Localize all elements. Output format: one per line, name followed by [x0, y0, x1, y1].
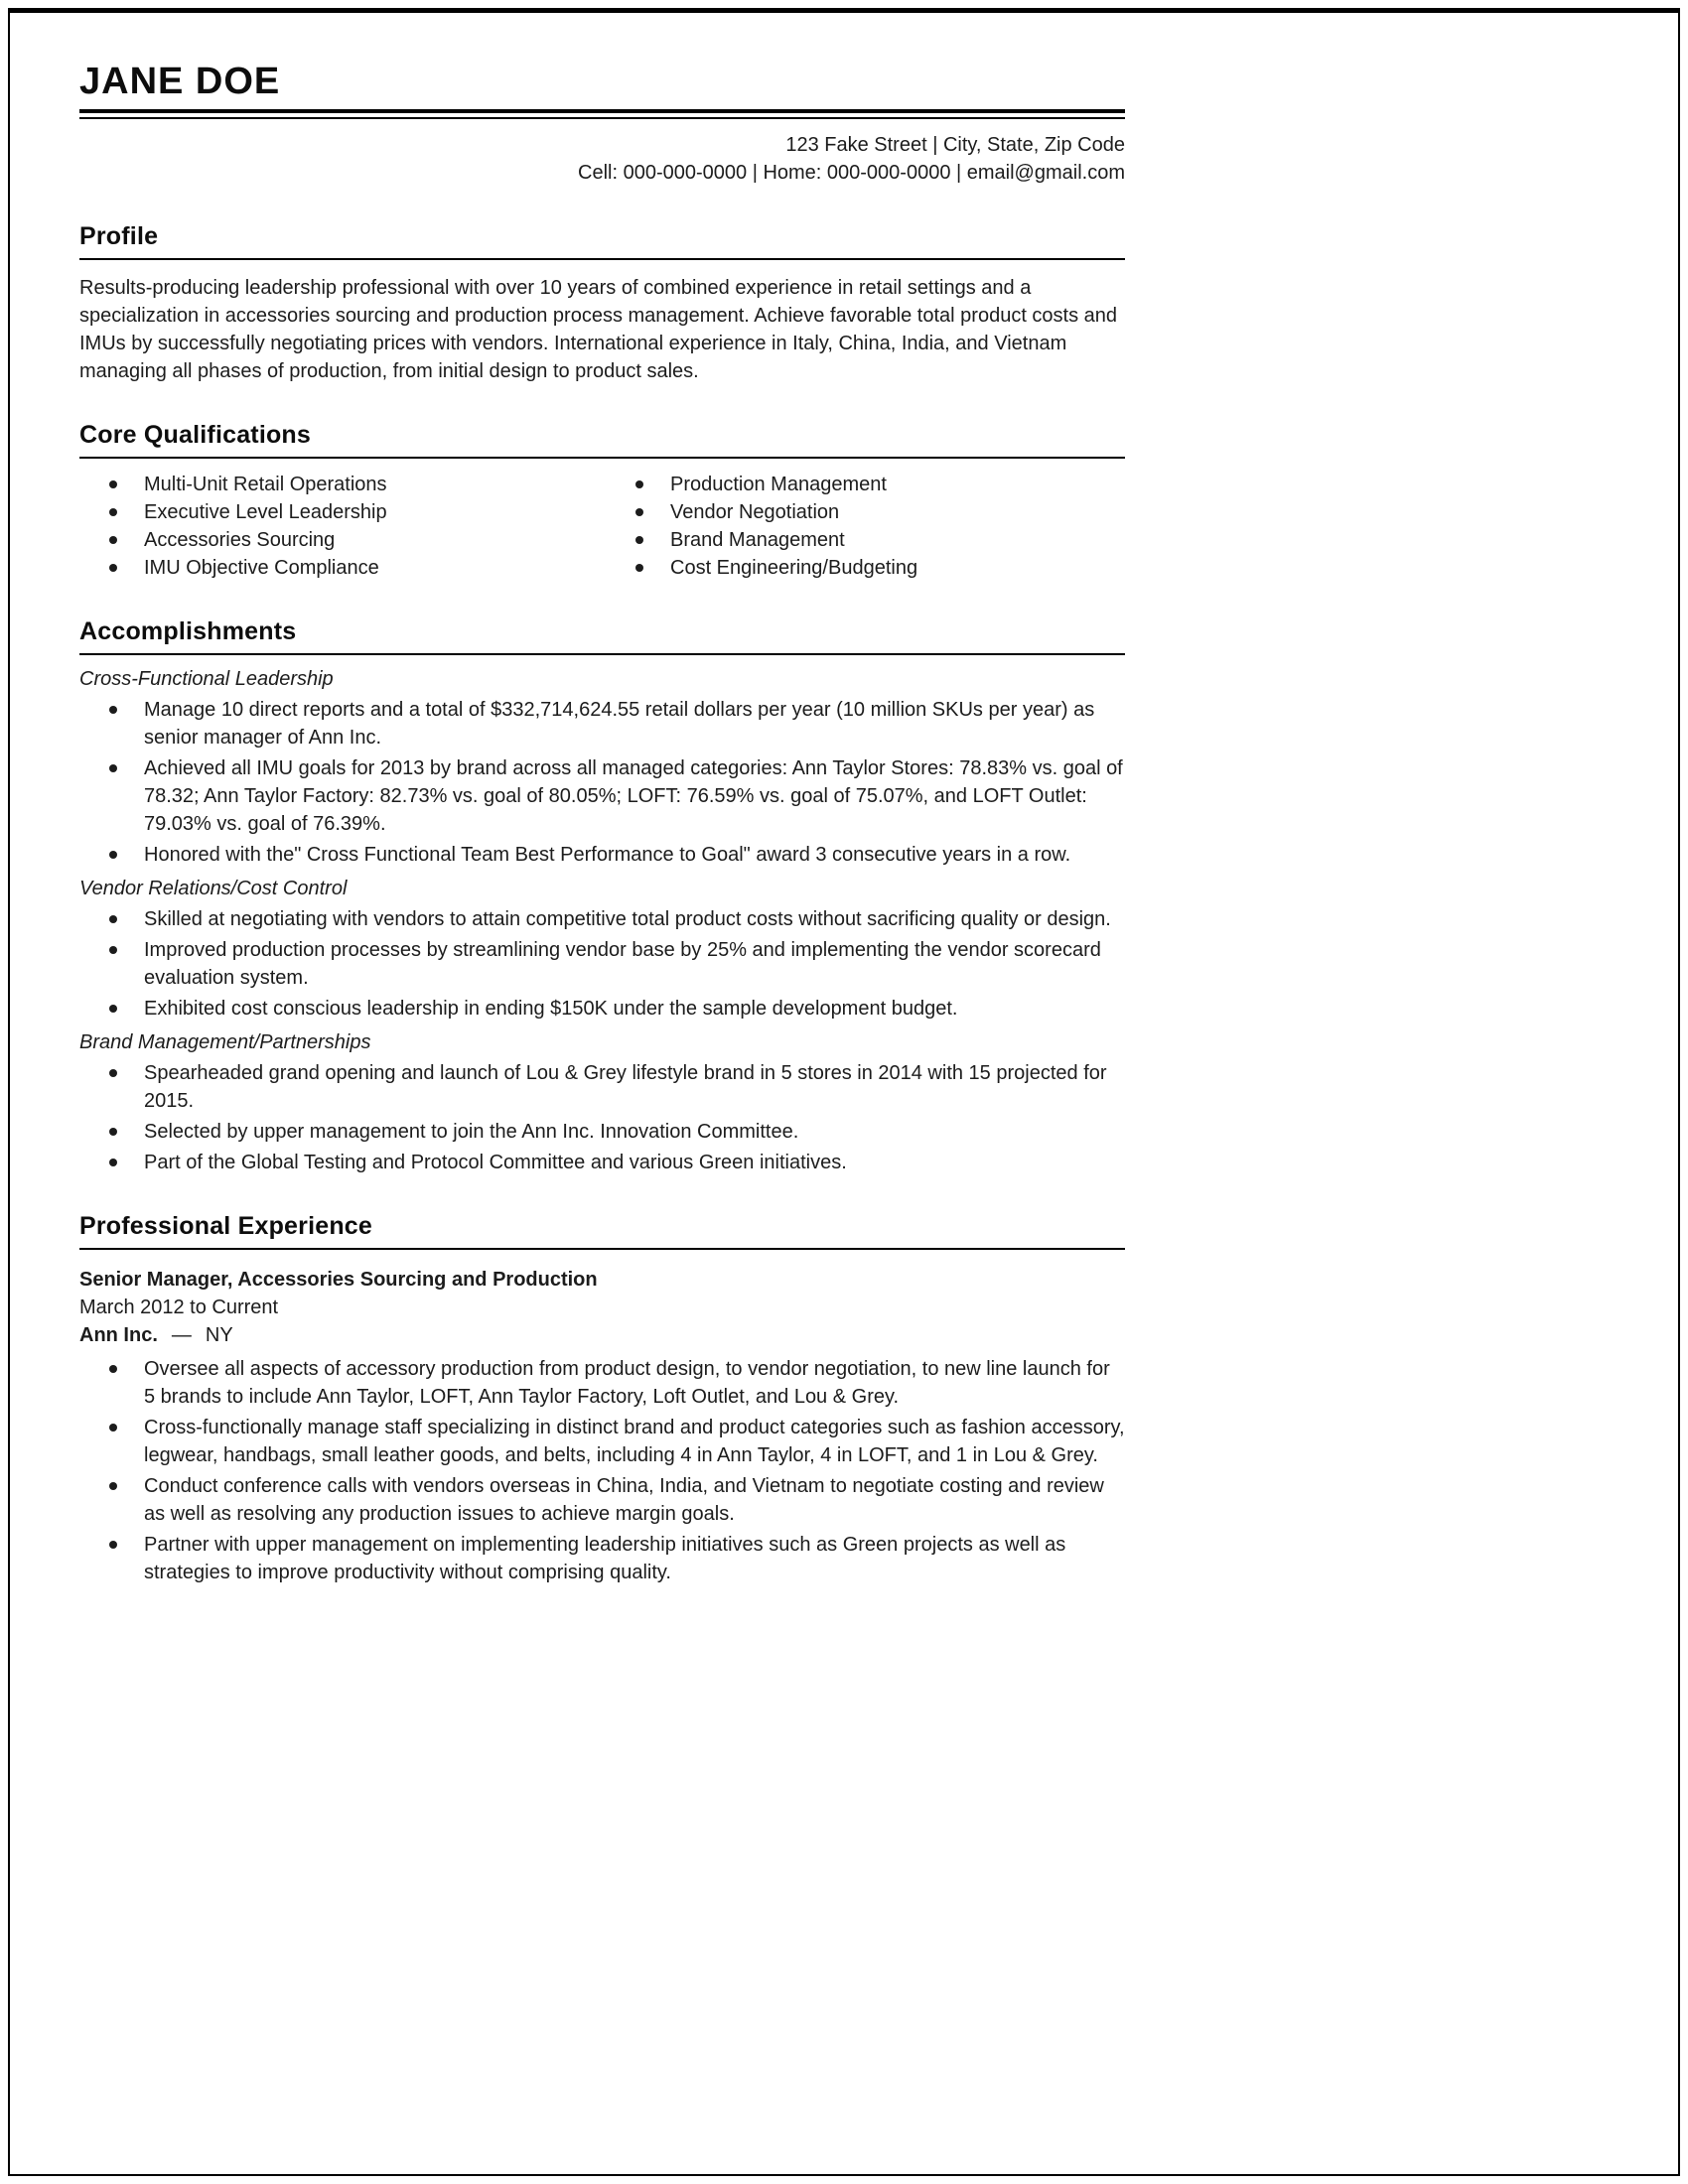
bullet-icon — [109, 564, 117, 572]
qualification-item — [606, 554, 1125, 582]
accomplishment-group — [79, 875, 1125, 1023]
accomplishment-text: Improved production processes by streamlining vendor base by 25% and implementing the vendor scorecard evaluation system. — [144, 939, 1101, 989]
accomplishment-subtitle: Brand Management/Partnerships — [79, 1031, 371, 1053]
section-title-accomplishments: Accomplishments — [79, 617, 1125, 655]
name-divider — [79, 109, 1125, 119]
accomplishment-subtitle: Cross-Functional Leadership — [79, 668, 334, 690]
bullet-icon — [635, 508, 643, 516]
qualification-item — [79, 554, 606, 582]
section-title-profile: Profile — [79, 222, 1125, 260]
experience-item — [79, 1531, 1125, 1586]
company-line — [79, 1321, 1125, 1349]
contact-block — [79, 131, 1125, 187]
bullet-icon — [109, 1541, 117, 1549]
bullet-icon — [635, 480, 643, 488]
accomplishment-text: Manage 10 direct reports and a total of $332,714,624.55 retail dollars per year (10 million SKUs per year) as senior manager of Ann Inc. — [144, 699, 1095, 749]
qualification-item — [79, 498, 606, 526]
qualification-label: Production Management — [670, 474, 887, 495]
section-title-professional-experience: Professional Experience — [79, 1212, 1125, 1250]
bullet-icon — [635, 564, 643, 572]
accomplishment-subtitle: Vendor Relations/Cost Control — [79, 878, 348, 899]
bullet-icon — [109, 1005, 117, 1013]
qualification-item — [79, 471, 606, 498]
resume-content — [79, 60, 1125, 1586]
experience-item — [79, 1355, 1125, 1411]
page-title: JANE DOE — [79, 61, 281, 102]
bullet-icon — [109, 480, 117, 488]
accomplishment-item — [79, 905, 1125, 933]
accomplishment-group — [79, 1028, 1125, 1176]
experience-item — [79, 1414, 1125, 1469]
qualification-item — [606, 471, 1125, 498]
accomplishment-item — [79, 936, 1125, 992]
profile-text: Results-producing leadership professional with over 10 years of combined experience in retail settings and a specialization in accessories sourcing and production process management. Achieve favorable total product costs and IMUs by successfully negotiating prices with vendors. International experience in Italy, China, India, and Vietnam managing all phases of production, from initial design to product sales. — [79, 277, 1118, 382]
company-name: Ann Inc. — [79, 1324, 158, 1346]
accomplishment-item — [79, 995, 1125, 1023]
qualification-label: Accessories Sourcing — [144, 529, 336, 551]
qualifications-column-1 — [79, 471, 606, 582]
bullet-icon — [109, 508, 117, 516]
accomplishment-item — [79, 696, 1125, 751]
section-title-core-qualifications: Core Qualifications — [79, 421, 1125, 459]
job-title: Senior Manager, Accessories Sourcing and Production — [79, 1269, 598, 1291]
qualification-label: IMU Objective Compliance — [144, 557, 379, 579]
experience-list — [79, 1355, 1125, 1586]
accomplishment-text: Skilled at negotiating with vendors to attain competitive total product costs without sacrificing quality or design. — [144, 908, 1111, 930]
bullet-icon — [109, 1365, 117, 1373]
bullet-icon — [109, 1424, 117, 1432]
experience-item — [79, 1472, 1125, 1528]
bullet-icon — [109, 764, 117, 772]
bullet-icon — [109, 536, 117, 544]
bullet-icon — [109, 1482, 117, 1490]
qualification-label: Multi-Unit Retail Operations — [144, 474, 387, 495]
accomplishment-text: Spearheaded grand opening and launch of Lou & Grey lifestyle brand in 5 stores in 2014 with 15 projected for 2015. — [144, 1062, 1107, 1112]
accomplishment-text: Selected by upper management to join the Ann Inc. Innovation Committee. — [144, 1121, 799, 1143]
bullet-icon — [109, 1159, 117, 1166]
company-location: NY — [205, 1324, 233, 1346]
experience-text: Cross-functionally manage staff specializing in distinct brand and product categories such as fashion accessory, legwear, handbags, small leather goods, and belts, including 4 in Ann Taylor, 4 in LOFT, and 1 in Lou & Grey. — [144, 1417, 1125, 1466]
accomplishment-list — [79, 1059, 1125, 1176]
accomplishment-list — [79, 696, 1125, 869]
job-dates: March 2012 to Current — [79, 1297, 279, 1318]
bullet-icon — [109, 946, 117, 954]
accomplishment-item — [79, 841, 1125, 869]
address-line: 123 Fake Street | City, State, Zip Code — [785, 134, 1125, 156]
dash-separator: — — [171, 1324, 192, 1346]
accomplishment-item — [79, 1149, 1125, 1176]
bullet-icon — [109, 1069, 117, 1077]
experience-text: Conduct conference calls with vendors overseas in China, India, and Vietnam to negotiate costing and review as well as resolving any production issues to achieve margin goals. — [144, 1475, 1104, 1525]
accomplishment-item — [79, 1059, 1125, 1115]
contact-line: Cell: 000-000-0000 | Home: 000-000-0000 | email@gmail.com — [578, 162, 1125, 184]
bullet-icon — [635, 536, 643, 544]
bullet-icon — [109, 1128, 117, 1136]
accomplishment-text: Exhibited cost conscious leadership in ending $150K under the sample development budget. — [144, 998, 958, 1020]
bullet-icon — [109, 706, 117, 714]
accomplishment-text: Honored with the" Cross Functional Team Best Performance to Goal" award 3 consecutive years in a row. — [144, 844, 1071, 866]
accomplishment-item — [79, 1118, 1125, 1146]
accomplishment-group — [79, 665, 1125, 869]
qualifications-column-2 — [606, 471, 1125, 582]
bullet-icon — [109, 851, 117, 859]
qualification-item — [79, 526, 606, 554]
qualification-label: Executive Level Leadership — [144, 501, 387, 523]
qualification-label: Brand Management — [670, 529, 845, 551]
qualification-label: Vendor Negotiation — [670, 501, 840, 523]
bullet-icon — [109, 915, 117, 923]
accomplishment-list — [79, 905, 1125, 1023]
qualifications-columns — [79, 471, 1125, 582]
qualification-item — [606, 526, 1125, 554]
accomplishment-item — [79, 754, 1125, 838]
accomplishments-body — [79, 665, 1125, 1176]
qualification-label: Cost Engineering/Budgeting — [670, 557, 918, 579]
accomplishment-text: Achieved all IMU goals for 2013 by brand across all managed categories: Ann Taylor Stores: 78.83% vs. goal of 78.32; Ann Taylor Factory: 82.73% vs. goal of 80.05%; LOFT: 76.59% vs. goal of 75.07%, and LOFT Outlet: 79.03% vs. goal of 76.39%. — [144, 757, 1123, 835]
qualification-item — [606, 498, 1125, 526]
experience-text: Oversee all aspects of accessory production from product design, to vendor negotiation, to new line launch for 5 brands to include Ann Taylor, LOFT, Ann Taylor Factory, Loft Outlet, and Lou & Grey. — [144, 1358, 1110, 1408]
accomplishment-text: Part of the Global Testing and Protocol Committee and various Green initiatives. — [144, 1152, 847, 1173]
experience-text: Partner with upper management on implementing leadership initiatives such as Green projects as well as strategies to improve productivity without comprising quality. — [144, 1534, 1066, 1583]
